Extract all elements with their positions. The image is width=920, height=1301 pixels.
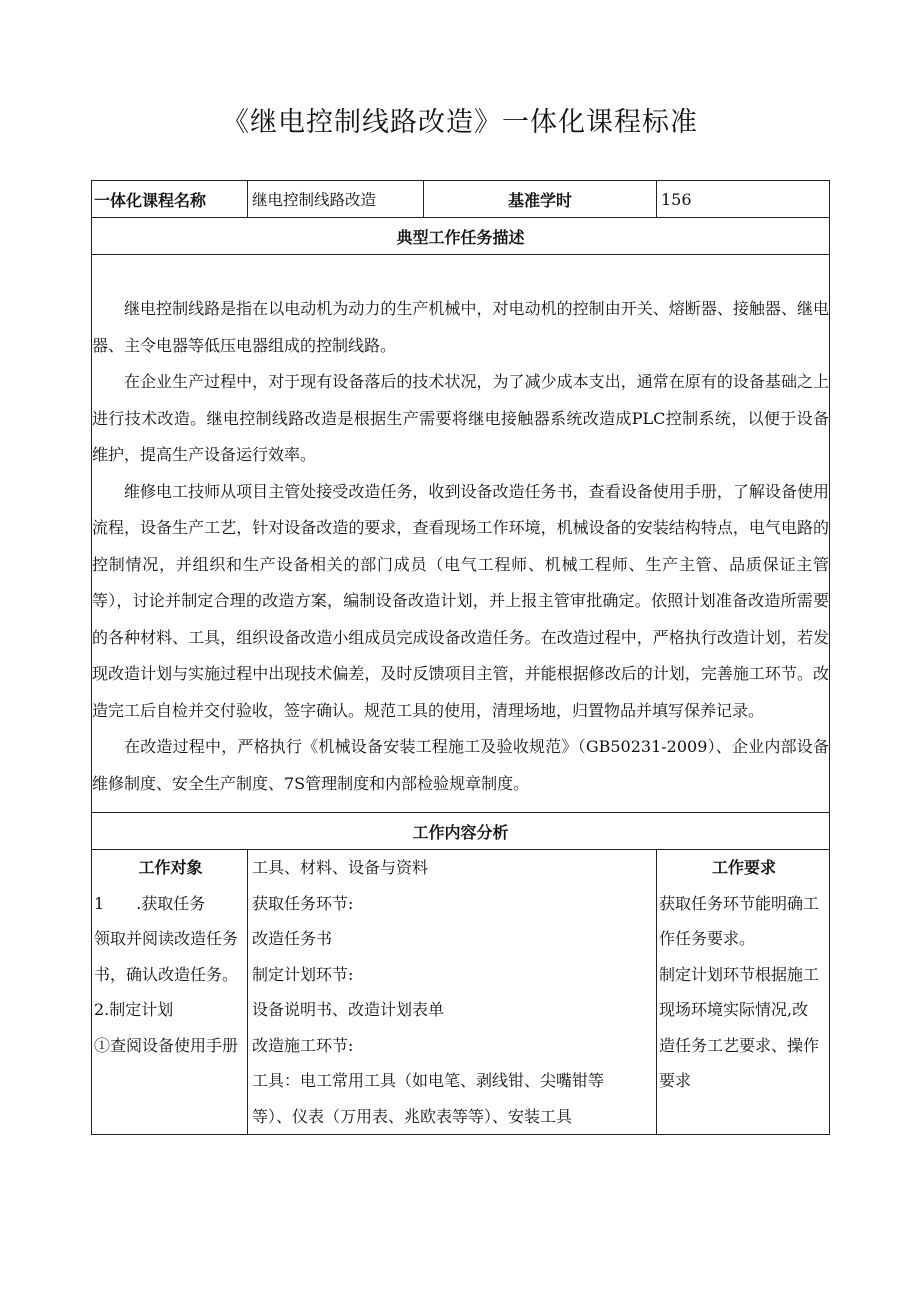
tools-line: 等）、仪表（万用表、兆欧表等等）、安装工具 (252, 1106, 573, 1126)
tools-line: 工具：电工常用工具（如电笔、剥线钳、尖嘴钳等 (252, 1071, 605, 1090)
description-paragraph: 维修电工技师从项目主管处接受改造任务，收到设备改造任务书，查看设备使用手册，了解设备使用流程，设备生产工艺，针对设备改造的要求，查看现场工作环境，机械设备的安装结构特点，电气电路的控制情况，并组织和生产设备相关的部门成员（电气工程师、机械工程师、生产主管、品质保证主管等），讨论并制定合理的改造方案，编制设备改造计划，并上报主管审批确定。依照计划准备改造所需要的各种材料、工具，组织设备改造小组成员完成设备改造任务。在改造过程中，严格执行改造计划，若发现改造计划与实施过程中出现技术偏差，及时反馈项目主管，并能根据修改后的计划，完善施工环节。改造完工后自检并交付验收，签字确认。规范工具的使用，清理场地，归置物品并填写保养记录。 (92, 481, 829, 720)
description-paragraph: 在改造过程中，严格执行《机械设备安装工程施工及验收规范》（GB50231-2009）、企业内部设备维修制度、安全生产制度、7S管理制度和内部检验规章制度。 (92, 737, 829, 793)
tools-line: 设备说明书、改造计划表单 (252, 1000, 445, 1019)
work-object-cell (92, 850, 248, 1135)
work-object-line: 领取并阅读改造任务 (94, 929, 239, 948)
requirement-line: 制定计划环节根据施工 (659, 964, 820, 984)
hours-value: 156 (657, 181, 830, 218)
tools-line: 改造任务书 (252, 929, 333, 948)
requirement-line: 作任务要求。 (659, 929, 756, 948)
typical-task-heading-row (92, 218, 830, 255)
work-analysis-heading: 工作内容分析 (92, 813, 830, 850)
work-requirements-cell (657, 850, 830, 1135)
tools-line: 改造施工环节: (252, 1035, 354, 1055)
work-analysis-body-row (92, 850, 830, 1135)
tools-header: 工具、材料、设备与资料 (252, 858, 429, 877)
requirement-line: 要求 (659, 1071, 692, 1090)
typical-task-body-row (92, 255, 830, 813)
requirement-line: 获取任务环节能明确工 (659, 893, 820, 913)
course-info-row (92, 181, 830, 218)
work-object-header: 工作对象 (138, 858, 203, 877)
tools-materials-cell (248, 850, 657, 1135)
typical-task-description (92, 255, 830, 813)
hours-label: 基准学时 (424, 181, 657, 218)
work-object-line: 书，确认改造任务。 (94, 964, 239, 984)
work-object-line: 2.制定计划 (94, 1000, 174, 1019)
document-title: 《继电控制线路改造》一体化课程标准 (222, 107, 698, 138)
requirement-line: 造任务工艺要求、操作 (659, 1035, 820, 1055)
course-standard-table (91, 180, 830, 1135)
course-name-label: 一体化课程名称 (92, 181, 248, 218)
typical-task-heading: 典型工作任务描述 (92, 218, 830, 255)
work-object-line: 1 .获取任务 (94, 893, 206, 913)
description-paragraph: 继电控制线路是指在以电动机为动力的生产机械中，对电动机的控制由开关、熔断器、接触器、继电器、主令电器等低压电器组成的控制线路。 (92, 299, 829, 355)
work-requirements-header: 工作要求 (711, 858, 776, 877)
tools-line: 获取任务环节: (252, 893, 354, 913)
course-name-value: 继电控制线路改造 (248, 181, 424, 218)
requirement-line: 现场环境实际情况,改 (659, 1000, 809, 1019)
tools-line: 制定计划环节: (252, 964, 354, 984)
work-analysis-heading-row (92, 813, 830, 850)
work-object-line: ①查阅设备使用手册 (94, 1035, 239, 1055)
description-paragraph: 在企业生产过程中，对于现有设备落后的技术状况，为了减少成本支出，通常在原有的设备基础之上进行技术改造。继电控制线路改造是根据生产需要将继电接触器系统改造成PLC控制系统，以便于设备维护，提高生产设备运行效率。 (92, 372, 829, 464)
